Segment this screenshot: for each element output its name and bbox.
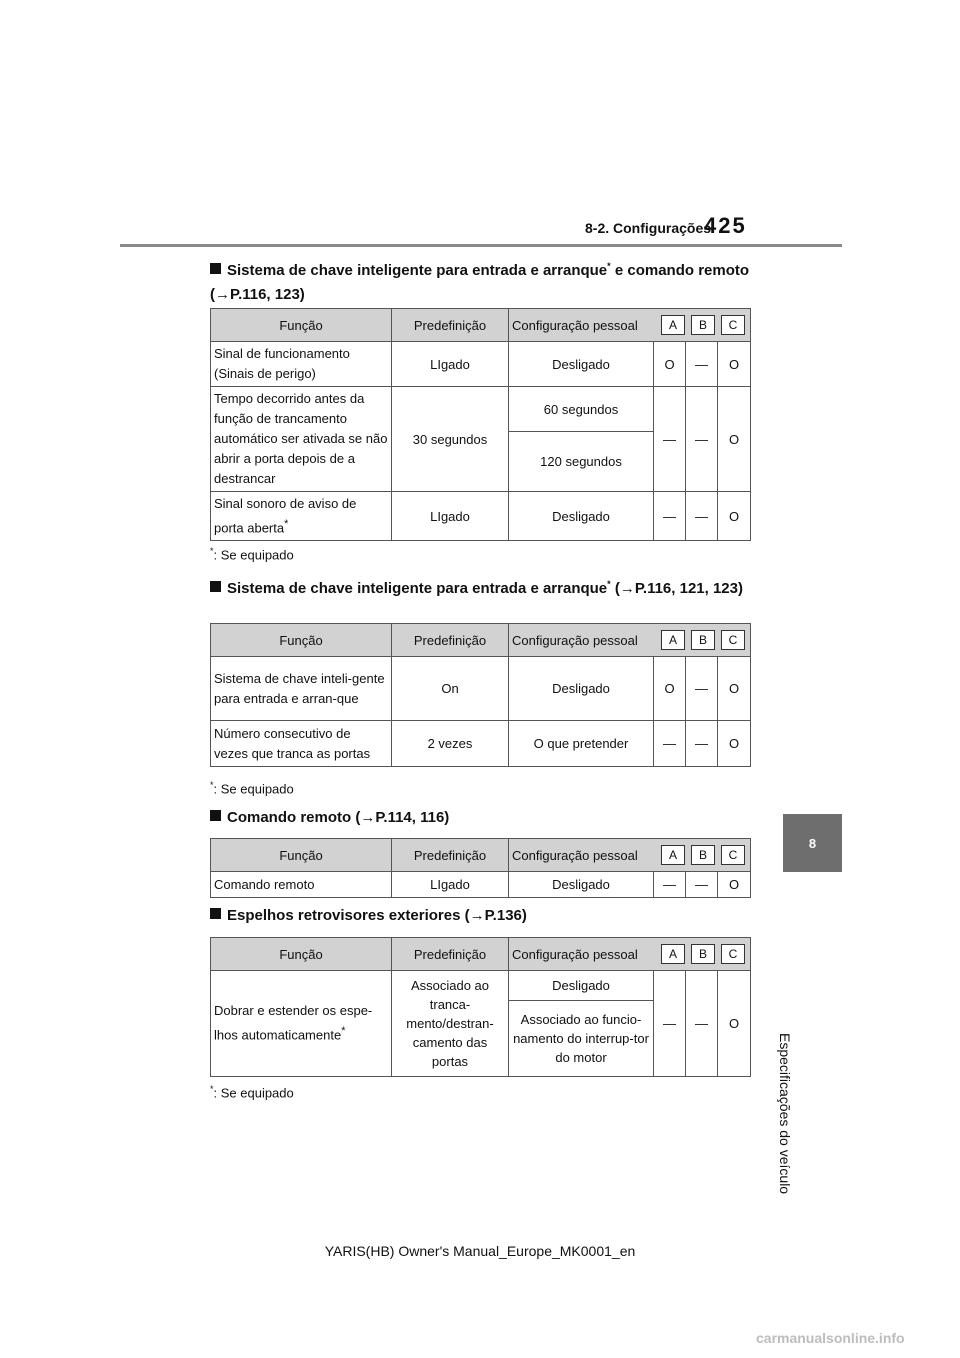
table-row: Tempo decorrido antes da função de trancamento automático ser ativada se não abrir a porta depois de a destrancar 30 segundos 60 segundos — — O	[211, 387, 751, 432]
section-heading-2: Sistema de chave inteligente para entrada e arranque* (→P.116, 121, 123)	[210, 572, 770, 601]
col-custom: Configuração pessoal A B C	[509, 309, 751, 342]
page-footer: YARIS(HB) Owner's Manual_Europe_MK0001_en	[324, 1243, 636, 1259]
table-row: Sistema de chave inteli-gente para entrada e arran-que On Desligado O — O	[211, 657, 751, 721]
bullet-square-icon	[210, 908, 221, 919]
table-row: Sinal sonoro de aviso de porta aberta* LIgado Desligado — — O	[211, 492, 751, 541]
table-header-row	[211, 309, 751, 342]
section-heading-4: Espelhos retrovisores exteriores (→P.136)	[210, 904, 770, 928]
section-label: 8-2. Configurações	[585, 220, 712, 236]
bullet-square-icon	[210, 810, 221, 821]
settings-table-4	[210, 937, 751, 1077]
footnote: *: Se equipado	[210, 780, 294, 797]
page-number: 425	[704, 213, 747, 238]
footnote: *: Se equipado	[210, 546, 294, 563]
table-row: Número consecutivo de vezes que tranca as portas 2 vezes O que pretender — — O	[211, 721, 751, 767]
footnote: *: Se equipado	[210, 1084, 294, 1101]
settings-table-3	[210, 838, 751, 898]
col-function: Função	[211, 309, 392, 342]
settings-table-1	[210, 308, 751, 541]
table-header-row: Função Predefinição Configuração pessoal A B C	[211, 938, 751, 971]
watermark: carmanualsonline.info	[756, 1330, 905, 1346]
method-b-box: B	[691, 315, 715, 335]
table-row: 120 segundos	[211, 432, 751, 492]
chapter-label: Especificações do veículo	[777, 1033, 793, 1195]
bullet-square-icon	[210, 263, 221, 274]
bullet-square-icon	[210, 581, 221, 592]
table-row: Comando remoto LIgado Desligado — — O	[211, 872, 751, 898]
section-heading-1: Sistema de chave inteligente para entrada e arranque* e comando remoto (→P.116, 123)	[210, 261, 750, 303]
table-row: Associado ao funcio-namento do interrup-tor do motor	[211, 1001, 751, 1077]
table-row: Dobrar e estender os espe-lhos automaticamente* Associado ao tranca-mento/destran-camento das portas Desligado — — O	[211, 971, 751, 1001]
chapter-number: 8	[808, 835, 817, 851]
section-heading-3: Comando remoto (→P.114, 116)	[210, 806, 770, 830]
table-header-row: Função Predefinição Configuração pessoal A B C	[211, 839, 751, 872]
method-c-box: C	[721, 315, 745, 335]
table-header-row: Função Predefinição Configuração pessoal A B C	[211, 624, 751, 657]
method-a-box: A	[661, 315, 685, 335]
settings-table-2	[210, 623, 751, 767]
header-rule	[120, 244, 842, 247]
chapter-tab[interactable]	[783, 814, 842, 872]
col-default: Predefinição	[392, 309, 509, 342]
table-row: Sinal de funcionamento (Sinais de perigo) LIgado Desligado O — O	[211, 342, 751, 387]
